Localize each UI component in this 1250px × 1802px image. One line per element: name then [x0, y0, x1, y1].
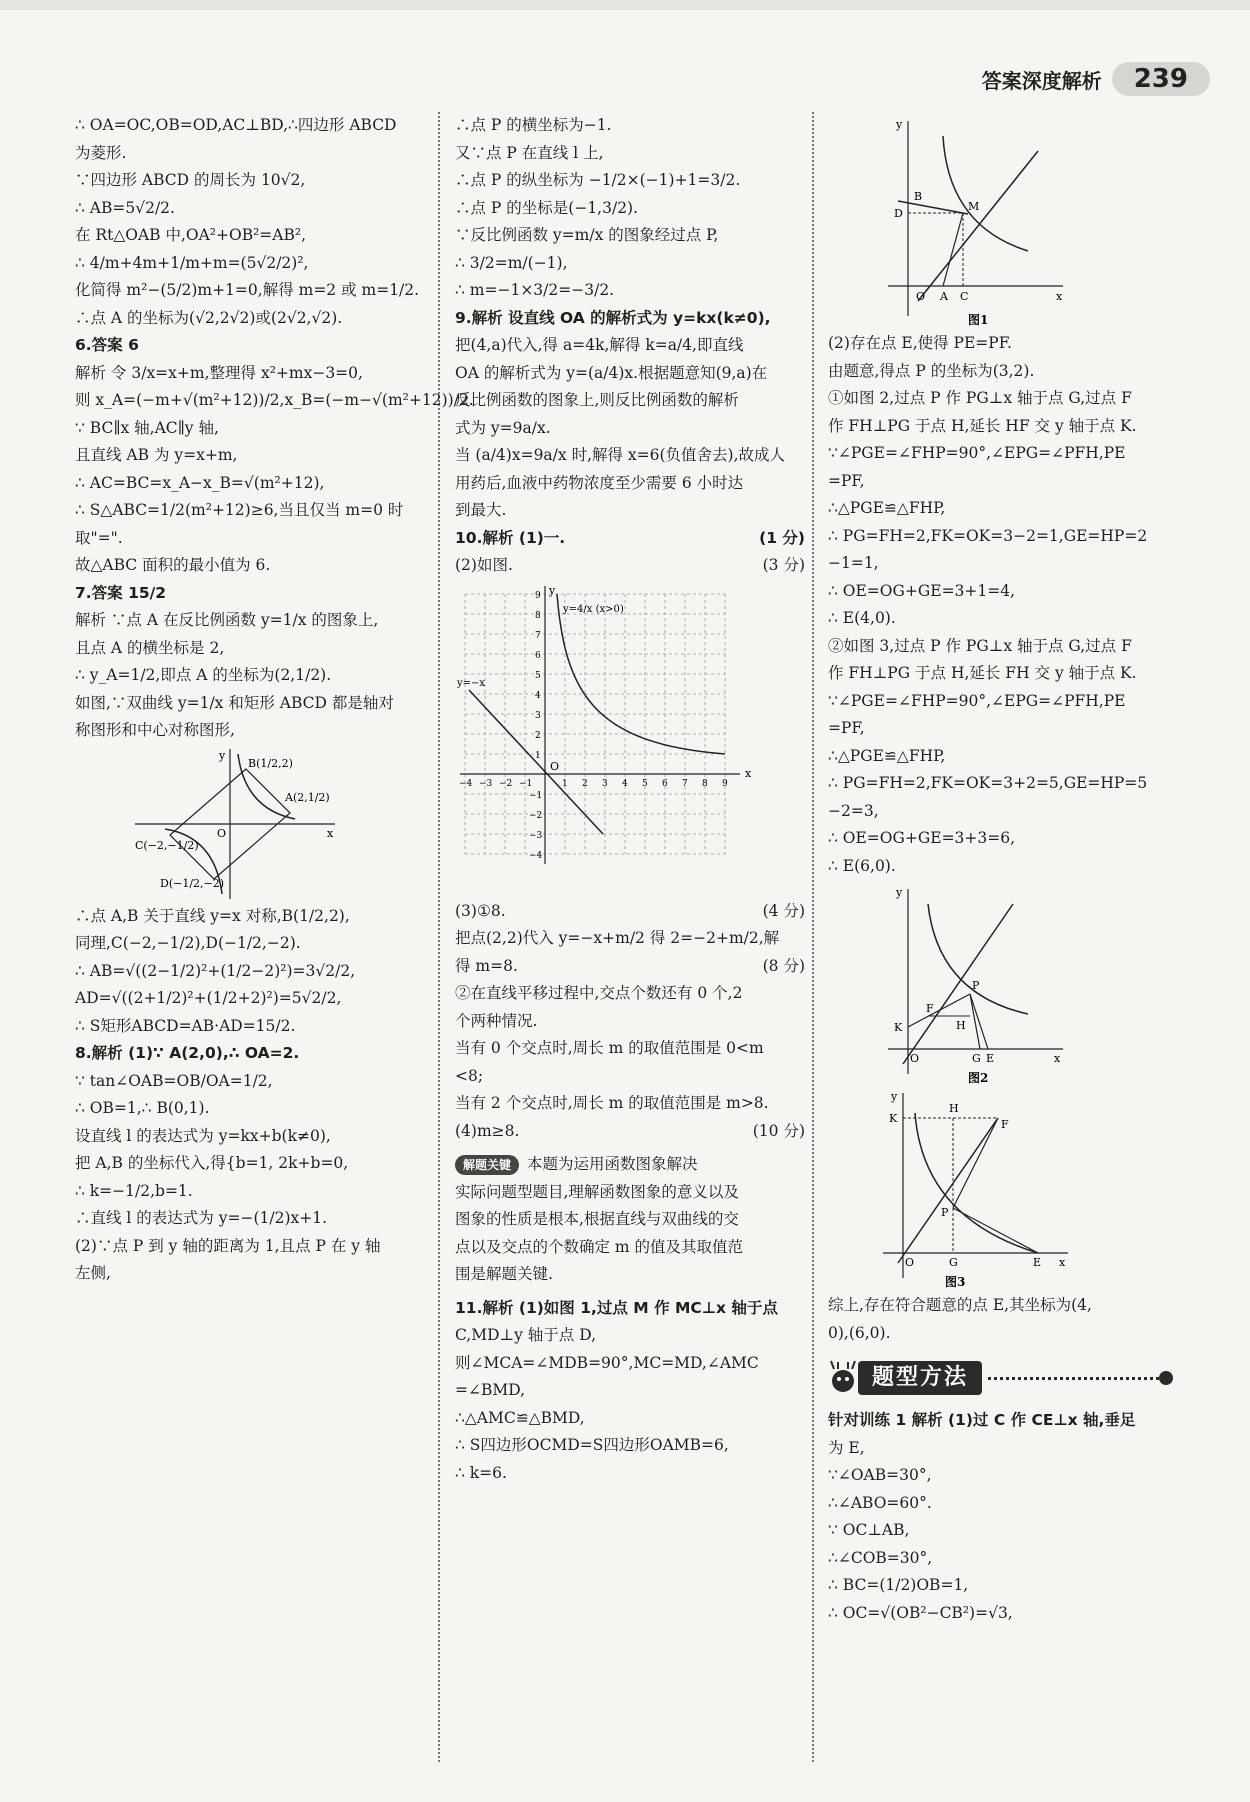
text-line: 到最大.	[455, 501, 507, 519]
label-D: D(−1/2,−2)	[160, 876, 225, 890]
text-line: OA 的解析式为 y=(a/4)x.根据题意知(9,a)在	[455, 363, 768, 382]
header-title: 答案深度解析	[981, 68, 1102, 93]
figure-hyperbola-rectangle	[135, 749, 335, 899]
text-line: =PF,	[828, 471, 865, 490]
label-O: O	[217, 826, 227, 840]
top-band	[0, 0, 1250, 10]
text-line: 同理,C(−2,−1/2),D(−1/2,−2).	[75, 934, 301, 952]
y-tick: 4	[535, 690, 541, 701]
text-line: 且直线 AB 为 y=x+m,	[75, 446, 238, 464]
label-C: C(−2,−1/2)	[135, 838, 199, 852]
banner-dots	[988, 1377, 1159, 1380]
text-line: C,MD⊥y 轴于点 D,	[455, 1326, 597, 1344]
text-line: 解析 令 3/x=x+m,整理得 x²+mx−3=0,	[75, 363, 363, 382]
text-line: ∴ k=−1/2,b=1.	[75, 1181, 193, 1200]
text-line: (2)如图. (3 分)	[455, 552, 805, 580]
figure-caption: 图3	[945, 1275, 966, 1288]
line-diagonal	[903, 904, 1013, 1064]
text-line: 作 FH⊥PG 于点 H,延长 HF 交 y 轴于点 K.	[828, 416, 1137, 435]
text-line: ∴ OE=OG+GE=3+3=6,	[828, 829, 1016, 847]
text-line: 把(4,a)代入,得 a=4k,解得 k=a/4,即直线	[455, 336, 744, 354]
label-O: O	[550, 759, 560, 773]
key-line: 图象的性质是根本,根据直线与双曲线的交	[455, 1210, 739, 1228]
hyperbola	[915, 1113, 1038, 1253]
x-tick: −4	[459, 778, 473, 789]
text-line: ∴ PG=FH=2,FK=OK=3−2=1,GE=HP=2	[828, 526, 1148, 545]
text-line: 把 A,B 的坐标代入,得{b=1, 2k+b=0,	[75, 1154, 349, 1172]
text-line: ∴ E(6,0).	[828, 856, 896, 875]
text-line: 把点(2,2)代入 y=−x+m/2 得 2=−2+m/2,解	[455, 929, 780, 947]
label-B: B(1/2,2)	[248, 756, 293, 770]
text-line: ∴ S矩形ABCD=AB·AD=15/2.	[75, 1016, 296, 1035]
text-line: 个两种情况.	[455, 1011, 538, 1030]
text-line: ∴ AB=5√2/2.	[75, 198, 175, 217]
column-2	[455, 112, 805, 1487]
text-line: 6.答案 6	[75, 336, 139, 354]
line-am	[918, 151, 1038, 301]
text-line: ∵反比例函数 y=m/x 的图象经过点 P,	[455, 226, 719, 244]
text-line: (4)m≥8. (10 分)	[455, 1118, 805, 1146]
x-tick: 8	[702, 778, 708, 789]
text-line: ∴ BC=(1/2)OB=1,	[828, 1576, 969, 1594]
key-line: 本题为运用函数图象解决	[527, 1155, 698, 1173]
figure-2	[888, 884, 1068, 1084]
text-line: 解析 ∵点 A 在反比例函数 y=1/x 的图象上,	[75, 611, 379, 629]
line-label: y=−x	[457, 677, 486, 689]
score-label: (10 分)	[752, 1121, 805, 1140]
x-tick: 9	[722, 778, 728, 789]
text-line: ②如图 3,过点 P 作 PG⊥x 轴于点 G,过点 F	[828, 636, 1132, 655]
figure-caption: 图2	[968, 1071, 989, 1084]
label-O: O	[905, 1256, 915, 1269]
text-line: 用药后,血液中药物浓度至少需要 6 小时达	[455, 473, 744, 492]
x-tick: −1	[519, 778, 533, 789]
text-line: 化简得 m²−(5/2)m+1=0,解得 m=2 或 m=1/2.	[75, 281, 420, 299]
y-tick: 6	[535, 650, 541, 661]
x-tick: 6	[662, 778, 668, 789]
text-line: ∵∠PGE=∠FHP=90°,∠EPG=∠PFH,PE	[828, 691, 1126, 710]
score-label: (3 分)	[762, 556, 805, 574]
label-B: B	[914, 190, 923, 203]
text-line: ∵ OC⊥AB,	[828, 1521, 910, 1539]
text-line: ∴点 A,B 关于直线 y=x 对称,B(1/2,2),	[75, 906, 350, 925]
y-tick: 3	[535, 710, 541, 721]
x-tick: −3	[479, 778, 493, 789]
column-separator	[438, 112, 440, 1762]
label-x: x	[327, 826, 334, 840]
label-F: F	[1001, 1118, 1009, 1131]
line-pf	[953, 1118, 998, 1208]
key-line: 围是解题关键.	[455, 1265, 553, 1283]
text-line: 针对训练 1 解析 (1)过 C 作 CE⊥x 轴,垂足	[828, 1411, 1136, 1429]
score-label: (8 分)	[762, 956, 805, 975]
x-tick-labels	[459, 779, 728, 789]
y-tick-labels	[529, 591, 543, 861]
text-line: ∴△PGE≌△FHP,	[828, 746, 946, 765]
label-G: G	[949, 1256, 958, 1269]
text-line: −1=1,	[828, 554, 879, 572]
y-tick: −1	[529, 790, 543, 801]
text-line: ∴ S四边形OCMD=S四边形OAMB=6,	[455, 1436, 729, 1454]
text-line: (2)存在点 E,使得 PE=PF.	[828, 334, 1012, 352]
hyperbola	[928, 904, 1028, 1014]
key-line: 点以及交点的个数确定 m 的值及其取值范	[455, 1237, 744, 1256]
text-line: =PF,	[828, 719, 865, 737]
text-line: ∵ BC∥x 轴,AC∥y 轴,	[75, 418, 219, 437]
figure-caption: 图1	[968, 313, 989, 326]
page-header	[982, 62, 1210, 96]
text-line: ∴ S△ABC=1/2(m²+12)≥6,当且仅当 m=0 时	[75, 501, 404, 519]
y-tick: −3	[529, 830, 543, 841]
text-line: 由题意,得点 P 的坐标为(3,2).	[828, 361, 1035, 380]
column-1	[75, 112, 474, 1288]
label-E: E	[1033, 1256, 1042, 1269]
text-line: ∴ OB=1,∴ B(0,1).	[75, 1099, 210, 1117]
text-line: ∴ m=−1×3/2=−3/2.	[455, 281, 615, 299]
text-line: 且点 A 的横坐标是 2,	[75, 638, 225, 657]
text-line: ∴点 P 的坐标是(−1,3/2).	[455, 198, 639, 217]
x-tick: 1	[562, 778, 568, 789]
text-line: ∴ PG=FH=2,FK=OK=3+2=5,GE=HP=5	[828, 774, 1148, 792]
label-O: O	[916, 290, 926, 303]
text-line: −2=3,	[828, 801, 879, 820]
y-tick: 5	[535, 670, 541, 681]
text-line: =∠BMD,	[455, 1381, 526, 1399]
text-line: 当有 2 个交点时,周长 m 的取值范围是 m>8.	[455, 1094, 769, 1112]
text-line: ∴ AC=BC=x_A−x_B=√(m²+12),	[75, 473, 325, 492]
label-P: P	[941, 1206, 949, 1219]
text-line: 作 FH⊥PG 于点 H,延长 FH 交 y 轴于点 K.	[828, 664, 1137, 682]
figure-10-graph	[455, 584, 775, 894]
text-line: ∵ tan∠OAB=OB/OA=1/2,	[75, 1071, 273, 1090]
label-H: H	[956, 1019, 966, 1032]
label-x: x	[745, 766, 752, 780]
label-y: y	[896, 118, 903, 131]
hyperbola	[943, 136, 1028, 251]
text-line: ∴ 4/m+4m+1/m+m=(5√2/2)²,	[75, 253, 309, 272]
section-banner	[828, 1359, 1173, 1397]
text-line: 在 Rt△OAB 中,OA²+OB²=AB²,	[75, 226, 307, 244]
y-tick: 9	[535, 590, 541, 601]
column-separator	[812, 112, 814, 1762]
label-K: K	[894, 1021, 903, 1034]
label-A: A(2,1/2)	[285, 790, 330, 804]
text-line: ∴ 3/2=m/(−1),	[455, 253, 568, 272]
text-line: ∴△AMC≌△BMD,	[455, 1408, 585, 1427]
label-H: H	[949, 1102, 959, 1115]
text-line: 得 m=8. (8 分)	[455, 953, 805, 981]
figure-1	[888, 116, 1068, 326]
text-line: 设直线 l 的表达式为 y=kx+b(k≠0),	[75, 1126, 331, 1145]
banner-title: 题型方法	[858, 1361, 982, 1395]
x-tick: −2	[499, 778, 513, 789]
label-y: y	[219, 748, 226, 762]
text-line: ∴ E(4,0).	[828, 609, 896, 627]
y-tick: −4	[529, 850, 543, 861]
text-line: ∴ OE=OG+GE=3+1=4,	[828, 581, 1016, 600]
text-line: 为 E,	[828, 1438, 865, 1457]
label-K: K	[889, 1112, 898, 1125]
text-line: ∴点 P 的横坐标为−1.	[455, 116, 612, 134]
curve-label: y=4/x (x>0)	[563, 603, 624, 615]
label-x: x	[1056, 290, 1063, 303]
y-tick: 7	[535, 630, 541, 641]
label-y: y	[549, 583, 556, 597]
text-line: ∴∠COB=30°,	[828, 1548, 933, 1567]
text-line: ②在直线平移过程中,交点个数还有 0 个,2	[455, 984, 743, 1002]
text-line: ∴∠ABO=60°.	[828, 1493, 932, 1512]
text-line: ∵∠OAB=30°,	[828, 1466, 932, 1484]
grid	[465, 594, 725, 854]
label-M: M	[968, 200, 980, 213]
text-line: 反比例函数的图象上,则反比例函数的解析	[455, 391, 739, 409]
label-C: C	[960, 290, 969, 303]
text-line: 11.解析 (1)如图 1,过点 M 作 MC⊥x 轴于点	[455, 1298, 778, 1317]
score-label: (1 分)	[759, 528, 805, 547]
y-tick: 2	[535, 730, 541, 741]
text-line: 则∠MCA=∠MDB=90°,MC=MD,∠AMC	[455, 1353, 759, 1372]
y-tick: −2	[529, 810, 543, 821]
y-tick: 1	[535, 750, 541, 761]
text-line: ∴ y_A=1/2,即点 A 的坐标为(2,1/2).	[75, 666, 332, 684]
text-line: 0),(6,0).	[828, 1323, 891, 1342]
label-A: A	[940, 290, 948, 303]
text-line: ∴点 P 的纵坐标为 −1/2×(−1)+1=3/2.	[455, 171, 741, 189]
text-line: 又∵点 P 在直线 l 上,	[455, 143, 604, 162]
key-badge: 解题关键	[455, 1155, 519, 1175]
text-line: ∴△PGE≌△FHP,	[828, 499, 946, 517]
text-line: ∴ OC=√(OB²−CB²)=√3,	[828, 1603, 1013, 1622]
reindeer-icon	[828, 1359, 858, 1397]
text-line: AD=√((2+1/2)²+(1/2+2)²)=5√2/2,	[75, 989, 342, 1007]
text-line: 7.答案 15/2	[75, 583, 167, 602]
text-line: ∴直线 l 的表达式为 y=−(1/2)x+1.	[75, 1209, 328, 1227]
text-line: <8;	[455, 1066, 484, 1085]
text-line: 9.解析 设直线 OA 的解析式为 y=kx(k≠0),	[455, 308, 771, 327]
x-tick: 2	[582, 778, 588, 789]
text-line: 8.解析 (1)∵ A(2,0),∴ OA=2.	[75, 1044, 300, 1062]
text-line: 左侧,	[75, 1264, 111, 1282]
label-y: y	[891, 1090, 898, 1103]
text-line: 故△ABC 面积的最小值为 6.	[75, 556, 271, 574]
label-G: G	[972, 1052, 981, 1065]
key-insight-box	[455, 1151, 805, 1289]
text-line: ∴ k=6.	[455, 1463, 507, 1482]
text-line: 当有 0 个交点时,周长 m 的取值范围是 0<m	[455, 1039, 764, 1057]
score-label: (4 分)	[762, 901, 805, 920]
text-line: 称图形和中心对称图形,	[75, 721, 235, 739]
x-tick: 5	[642, 778, 648, 789]
text-line: ∵四边形 ABCD 的周长为 10√2,	[75, 171, 306, 189]
banner-end-dot	[1159, 1371, 1173, 1385]
x-tick: 3	[602, 778, 608, 789]
x-tick: 7	[682, 778, 688, 789]
label-D: D	[894, 207, 903, 220]
label-x: x	[1054, 1052, 1061, 1065]
y-tick: 8	[535, 610, 541, 621]
text-line: 当 (a/4)x=9a/x 时,解得 x=6(负值舍去),故成人	[455, 446, 786, 464]
line-diagonal	[898, 1118, 998, 1263]
key-line: 实际问题型题目,理解函数图象的意义以及	[455, 1182, 739, 1201]
text-line: (2)∵点 P 到 y 轴的距离为 1,且点 P 在 y 轴	[75, 1236, 381, 1255]
text-line: 则 x_A=(−m+√(m²+12))/2,x_B=(−m−√(m²+12))/2.	[75, 391, 474, 409]
text-line: 如图,∵双曲线 y=1/x 和矩形 ABCD 都是轴对	[75, 693, 394, 712]
text-line: 为菱形.	[75, 143, 127, 162]
text-line: 取"=".	[75, 528, 123, 547]
text-line: ①如图 2,过点 P 作 PG⊥x 轴于点 G,过点 F	[828, 389, 1132, 407]
text-line: (3)①8. (4 分)	[455, 898, 805, 926]
label-O: O	[910, 1052, 920, 1065]
page-number: 239	[1112, 62, 1210, 96]
line-pe	[953, 1208, 1038, 1253]
label-E: E	[986, 1052, 995, 1065]
label-P: P	[972, 979, 980, 992]
column-3	[828, 112, 1173, 1627]
text-line: ∵∠PGE=∠FHP=90°,∠EPG=∠PFH,PE	[828, 444, 1126, 462]
text-line: 10.解析 (1)一. (1 分)	[455, 525, 805, 553]
x-tick: 4	[622, 778, 628, 789]
text-line: ∴ OA=OC,OB=OD,AC⊥BD,∴四边形 ABCD	[75, 116, 397, 134]
text-line: ∴ AB=√((2−1/2)²+(1/2−2)²)=3√2/2,	[75, 961, 356, 980]
text-line: 综上,存在符合题意的点 E,其坐标为(4,	[828, 1296, 1092, 1314]
label-F: F	[926, 1002, 934, 1015]
label-x: x	[1059, 1256, 1066, 1269]
label-y: y	[896, 886, 903, 899]
text-line: 式为 y=9a/x.	[455, 418, 551, 437]
figure-3	[883, 1088, 1073, 1288]
text-line: ∴点 A 的坐标为(√2,2√2)或(2√2,√2).	[75, 308, 343, 327]
